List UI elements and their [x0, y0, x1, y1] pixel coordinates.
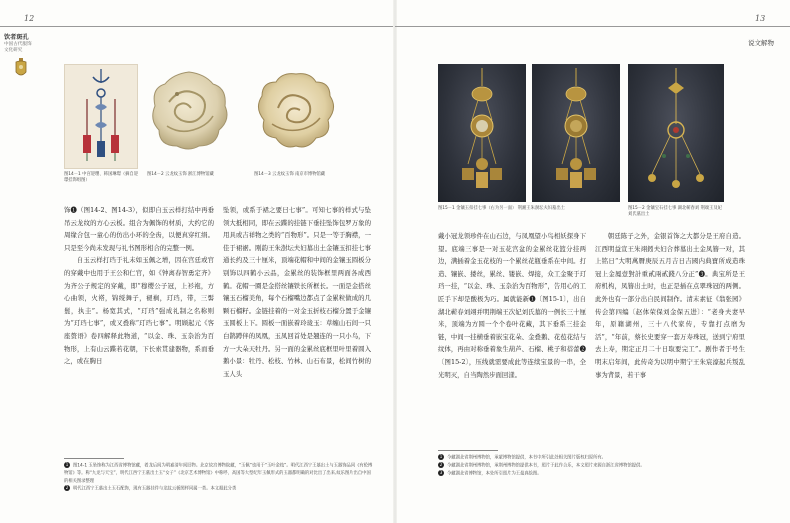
body-column-1: [64, 204, 214, 368]
gold-jade-pendant-front-image: [438, 64, 526, 202]
footnote: 2 今藏湖北省荆州博物馆，承荆州博物馆提供本书，照片于此作合乐，本文照片来源自浙江省博物馆提供。: [439, 462, 645, 469]
body-column-2: [223, 204, 371, 380]
figure-14-2-jade-plaque: [147, 68, 231, 152]
figure-15-1-photo-b: [532, 64, 620, 202]
footnotes: [64, 462, 374, 493]
header-rule: [0, 26, 395, 27]
figure-15-2-caption: 图15－2 金镶宝石挂七事 湖北蕲春刘 荆端王及妃刘氏墓出土: [628, 206, 722, 218]
footnote: 1 图14-1 玉坠饰称为江西省博物馆藏，着龙后间为明嘉清年间旧物。北京故宫博物院藏，“玉佩”也用于“玉叶金枝”。明代江西宁王墓出土与玉器饰品同《有伦博物馆》等。称“九龙与天宝”，明代江西宁王墓出土玉“女子”《北京艺术博物馆》中称呼，高国等大型纪年玉佩形式的玉器都明确的对比出了出来,纹乐图片出自中国的相关图录整理: [64, 462, 373, 484]
header-rule: [395, 26, 790, 27]
paragraph: 戴小冠龙领珍件在山石边，与凤凰望小鸟相妖探身下望。底端三事是一对玉花宫盆的金累丝花篮分挂两边，满插着金玉花枝的一个累丝花瓶垂系在中间。打造、镶嵌、搂丝，累丝、镂嵌、焊接，众工金聚于玎珰一挂，“以金、珠、玉杂治为百物形”，告用心的工匠手下却是酸极为巧。属就能新❶〔图15-1〕，出自湖北蕲春刘翊并明荆端王次妃刘氏墓的一例长三十厘米，顶端为方圆一个个卷叶花藏，其下垂系三挂金链，中间一挂横垂着嵌宝花朵、金叠鹅、花苞花结与纹体，再由对称垂着象生葫芦、石榴、桃子和蓓蕾❷〔图15-2〕，压线就需要成此等连续宝景的一串，全光明灭，自当陶然步面回漾。: [438, 232, 586, 379]
figure-15-1-caption: 图15－1 金镶玉扣挂七事（右为另一面） 荆湘王朱澍坛夫妇墓出土: [438, 206, 565, 211]
footnote: 1 今藏湖北省荆州博物馆，承蒙博物馆提供，本书中所引此处相关图片版权归原所有。: [439, 454, 606, 461]
paragraph: 自玉云样打珰于礼未如玉佩之增，因在宫廷或官的穿戴中也用于王公和仁官，如《钟离春智勇定齐》为齐公子规定的穿戴，即“穆缨公子冠，上衫袍，方心曲领，火褡，锦绶舞子，褪裥，玎珰，带，三髻鬟，执圭”。杨宽其式，“玎珰”强成礼制之名称则为“玎珰七事”，或又叠称“玎珰七事”。明顾起元《客座赘语》卷四解释此物道，“以金、珠、玉杂治为百物形，上有山云蹀若花朝，下长索贯建器物，系而垂之，或在胸日: [64, 256, 214, 366]
gold-jade-pendant-back-image: [532, 64, 620, 202]
jade-dragon-plaque-image: [147, 68, 231, 152]
section-label: [4, 34, 38, 54]
body-column-1: [438, 230, 586, 381]
footnote-rule: [64, 458, 124, 459]
figure-14-2-caption: 图14－2 云龙纹玉饰 浙江博物馆藏: [147, 172, 214, 177]
footnote: 2 明代江西宁王墓出土玉石配饰，现有玉器挂件与龙纹云板图样同属一类。本文据此分类: [65, 485, 237, 492]
section-subtitle-1: 中国古代服饰: [4, 42, 32, 48]
gem-set-gold-pendant-image: [628, 64, 724, 202]
paragraph: 坠领，或系于裙之要曰七事”。可知七事的样式与坠领大抵相同，即在云蹀的挂链下垂挂坠饰包罗万象的用具或吉祥物之类的“百物形”。只是一等于胸襟，一佳于裙裾。刚韵王朱澍坛夫妇墓出土金镶玉扣挂七事通长约及三十厘米，顶端花帽和中间的金镶玉圆板分别饰以四鹤小云品，金累丝的装饰框里两面各成西鹤。花帽一圈是金搭丝镶铁长所框长。一面是金搭丝镶玉石榴美角，每个石榴嘴边都点了金累粒做成的几颗石榴籽。金链挂着的一对金玉折枝石榴分置于金镶玉圆板上下。圆板一面嵌着玲珑玉：草缠山石间一只白鹊蹲伴的凤凰，玉凤回首处是翘连的一只小鸟，下方一大朵天牡丹。另一面的金累丝底框里叶里着圆入鹅小景：牡丹、松枝、竹林、山石布景，松间竹树的玉人头: [223, 206, 371, 378]
section-subtitle-2: 文化研究: [4, 48, 23, 54]
footnote-rule: [438, 450, 498, 451]
right-page: [395, 0, 790, 523]
section-title: 饮者斑孔: [4, 34, 29, 41]
body-column-2: [595, 230, 745, 381]
page-number: 12: [24, 14, 35, 23]
ornament-illustration: [65, 65, 137, 168]
figure-14-1-caption: 图14－1 中宫迎璎、韩国琳璟（摘自迎璟挂饰组图）: [64, 172, 139, 184]
footnotes: [438, 454, 758, 478]
jade-cloud-plaque-image: [254, 68, 338, 152]
paragraph: 饰❶（图14-2、图14-3），似即自玉云样打结中再垂吊云龙纹的方心云板。组合为佩饰的材质，大约它的周缘合包一童心的仿出小环的全齿，以便真穿红绢。只是至今尚未发现与礼书图形相合的完整一例。: [64, 206, 214, 252]
figure-15-2-photo: [628, 64, 724, 202]
running-title: 说文解物: [748, 39, 774, 47]
figure-14-3-caption: 图14－3 云龙纹玉饰 南京市博物馆藏: [254, 172, 326, 177]
figure-14-1-painting: [64, 64, 138, 169]
figure-15-1-photo-a: [438, 64, 526, 202]
paragraph: 朝廷陈子之外，金银首饰之大都分是王府自造。江西明益宣王朱翊鈏夫妇合葬墓出土金凤簪一对，其上铭日“大明萬曆庚辰五月吉日吉國内典寶所成造珠冠上金鳳壹對計重貳兩貳錢八分正”❸。典宝所是王府机构，凤簪出土时，也正是插在点翠珠冠的两侧。此外也有一部分出自民间制作。清末素征《翁张园》传会第四编〔赵体荣保刘金保五进〕：“老身夫妻早年，原籍湖州，三十八代家传，专靠打点磨为活”，“年前，蔡长史要穿一套万寿珠冠，送到宁府里去上寿，期定正月二十日取要完工”。剧作者于号生明末启年间，此传奇为以明中期宁王朱宸濠起兵叛乱事为背景，若干事: [595, 232, 745, 379]
figure-14-3-jade-plaque: [254, 68, 338, 152]
jade-pendant-icon: [14, 58, 28, 78]
footnote: 3 今藏湖北省博物馆，本处所引照片为王曼真绘图。: [439, 470, 542, 477]
page-number: 13: [755, 14, 766, 23]
